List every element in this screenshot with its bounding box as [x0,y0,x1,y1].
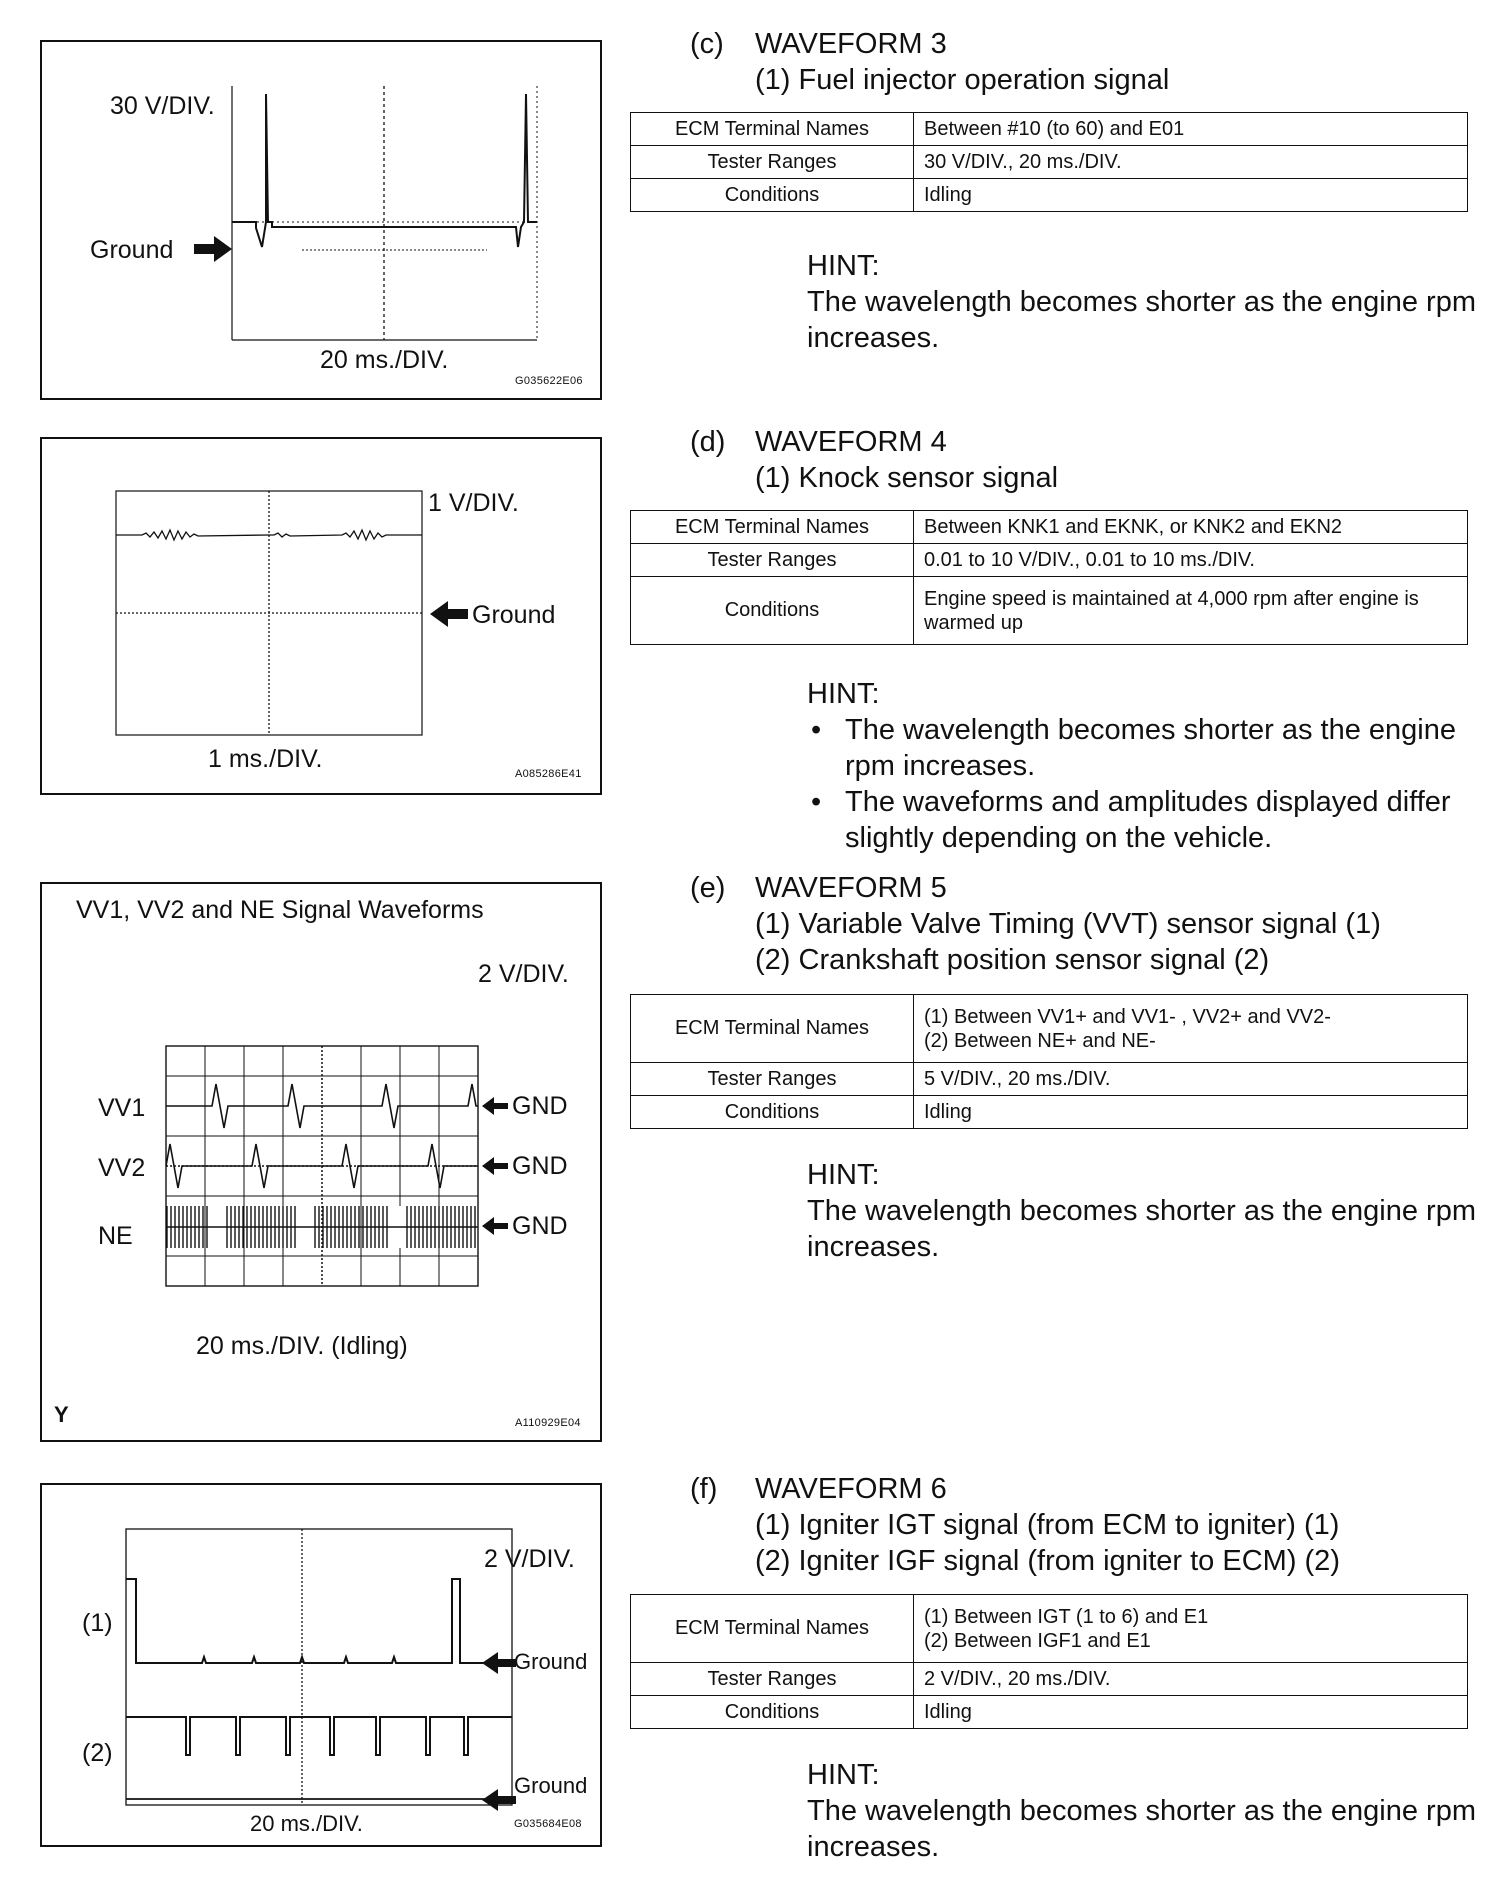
spec-key: ECM Terminal Names [631,995,914,1063]
section-title: WAVEFORM 6 [755,1473,947,1505]
corner-mark: Y [54,1402,69,1427]
arrow-left-icon [482,1157,508,1175]
spec-table [630,994,1468,1129]
figure-code: A085286E41 [515,768,582,780]
hint-block [807,1157,1477,1265]
hint-block [807,1757,1477,1865]
section-item: (1) Variable Valve Timing (VVT) sensor signal (1) [755,908,1381,940]
spec-key: Conditions [631,577,914,645]
spec-value: Engine speed is maintained at 4,000 rpm after engine is warmed up [914,577,1468,645]
figure-waveform-6 [40,1483,602,1847]
arrow-left-icon [482,1097,508,1115]
hint-label: HINT: [807,250,880,282]
channel-vv2-label: VV2 [98,1154,146,1182]
hint-text: The wavelength becomes shorter as the engine rpm increases. [807,286,1476,354]
spec-value-line: (2) Between NE+ and NE- [924,1029,1156,1052]
gnd-label: GND [512,1152,568,1180]
hint-text: The wavelength becomes shorter as the engine rpm increases. [807,1795,1476,1863]
arrow-left-icon [430,601,468,627]
spec-table [630,1594,1468,1729]
arrow-left-icon [482,1789,516,1811]
ground-label: Ground [90,236,174,264]
spec-value: 5 V/DIV., 20 ms./DIV. [914,1063,1468,1096]
spec-value: Between KNK1 and EKNK, or KNK2 and EKN2 [914,511,1468,544]
spec-key: Conditions [631,1096,914,1129]
spec-value: 0.01 to 10 V/DIV., 0.01 to 10 ms./DIV. [914,544,1468,577]
volts-per-div-label: 30 V/DIV. [110,92,215,120]
spec-value: Idling [914,1696,1468,1729]
figure-waveform-5 [40,882,602,1442]
hint-block [807,676,1457,856]
figure-waveform-4 [40,437,602,795]
spec-value: Idling [914,1096,1468,1129]
arrow-left-icon [482,1217,508,1235]
spec-key: ECM Terminal Names [631,511,914,544]
hint-bullet: • The wavelength becomes shorter as the engine rpm increases. [807,712,1457,784]
volts-per-div-label: 1 V/DIV. [428,489,519,517]
spec-key: Tester Ranges [631,1063,914,1096]
figure-code: G035622E06 [515,375,583,387]
igf-waveform [126,1717,512,1755]
hint-text: The wavelength becomes shorter as the engine rpm increases. [807,1195,1476,1263]
spec-key: Conditions [631,1696,914,1729]
section-item: (1) Knock sensor signal [755,462,1059,494]
section-title: WAVEFORM 4 [755,426,947,458]
spec-value-line: (2) Between IGF1 and E1 [924,1629,1151,1652]
gnd-label: GND [512,1092,568,1120]
spec-table [630,510,1468,645]
spec-key: Tester Ranges [631,544,914,577]
time-per-div-label: 20 ms./DIV. [320,346,449,374]
gnd-label: GND [512,1212,568,1240]
channel-ne-label: NE [98,1222,133,1250]
section-item: (2) Igniter IGF signal (from igniter to ECM) (2) [755,1545,1340,1577]
spec-table [630,112,1468,212]
channel-vv1-label: VV1 [98,1094,146,1122]
time-per-div-label: 1 ms./DIV. [208,745,323,773]
figure-code: A110929E04 [515,1417,581,1429]
section-title: WAVEFORM 3 [755,28,947,60]
hint-bullet: • The waveforms and amplitudes displayed differ slightly depending on the vehicle. [807,784,1457,856]
spec-value: Between #10 (to 60) and E01 [914,113,1468,146]
arrow-right-icon [194,236,232,262]
arrow-left-icon [482,1652,516,1674]
hint-block [807,248,1477,356]
figure-waveform-3 [40,40,602,400]
volts-per-div-label: 2 V/DIV. [484,1545,575,1573]
channel-2-label: (2) [82,1739,113,1767]
igt-waveform [126,1579,512,1663]
spec-value [914,1595,1468,1663]
spec-value: 2 V/DIV., 20 ms./DIV. [914,1663,1468,1696]
section-letter: (e) [690,872,726,904]
spec-key: Conditions [631,179,914,212]
spec-value: Idling [914,179,1468,212]
spec-value: 30 V/DIV., 20 ms./DIV. [914,146,1468,179]
spec-key: Tester Ranges [631,146,914,179]
channel-1-label: (1) [82,1609,113,1637]
section-item: (1) Igniter IGT signal (from ECM to igniter) (1) [755,1509,1340,1541]
spec-value [914,995,1468,1063]
section-title: WAVEFORM 5 [755,872,947,904]
figure-code: G035684E08 [514,1818,582,1830]
hint-label: HINT: [807,1159,880,1191]
volts-per-div-label: 2 V/DIV. [478,960,569,988]
ground-label: Ground [472,601,556,629]
section-letter: (c) [690,28,724,60]
ground-label: Ground [514,1773,588,1798]
section-letter: (f) [690,1473,718,1505]
section-item: (2) Crankshaft position sensor signal (2) [755,944,1270,976]
hint-label: HINT: [807,1759,880,1791]
section-letter: (d) [690,426,726,458]
spec-key: Tester Ranges [631,1663,914,1696]
section-item: (1) Fuel injector operation signal [755,64,1170,96]
spec-value-line: (1) Between IGT (1 to 6) and E1 [924,1605,1209,1628]
time-per-div-label: 20 ms./DIV. (Idling) [196,1332,408,1360]
hint-label: HINT: [807,678,880,710]
spec-key: ECM Terminal Names [631,113,914,146]
spec-key: ECM Terminal Names [631,1595,914,1663]
ground-label: Ground [514,1649,588,1674]
figure-title: VV1, VV2 and NE Signal Waveforms [76,896,484,924]
time-per-div-label: 20 ms./DIV. [250,1811,363,1836]
spec-value-line: (1) Between VV1+ and VV1- , VV2+ and VV2- [924,1005,1331,1028]
